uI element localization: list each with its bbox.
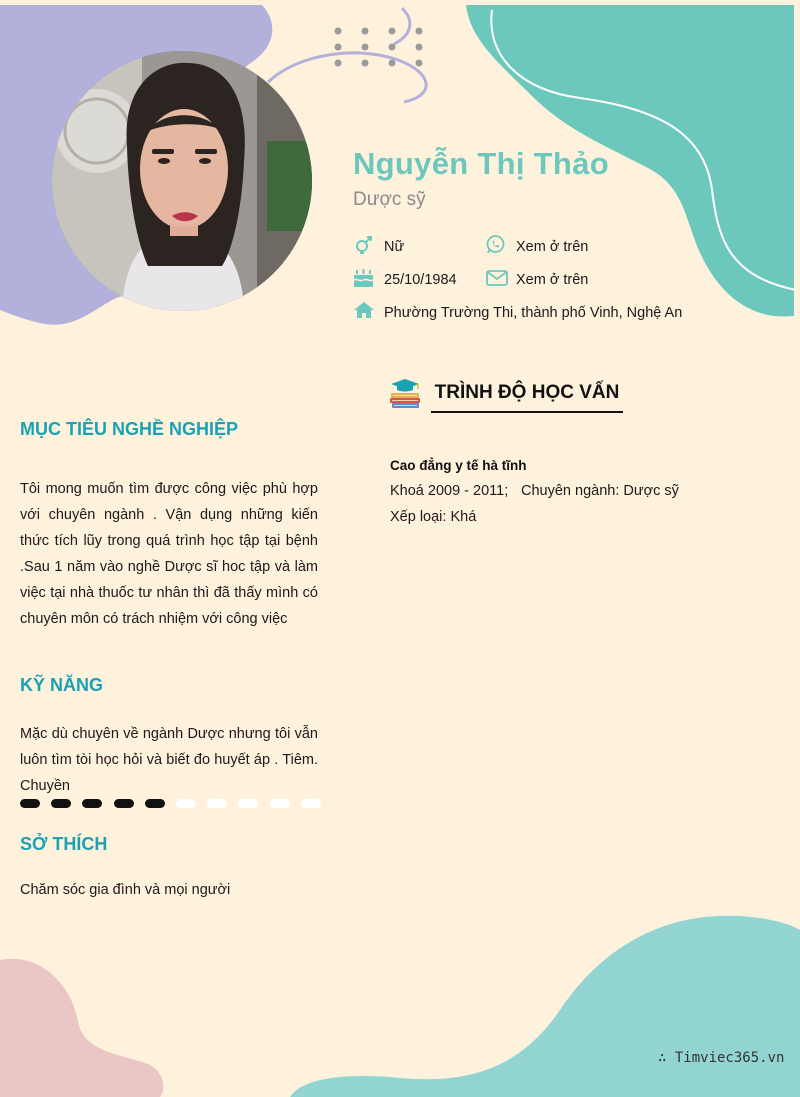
gender-value: Nữ	[384, 239, 405, 255]
objective-title: MỤC TIÊU NGHỀ NGHIỆP	[20, 419, 239, 439]
skill-dash-filled	[114, 799, 134, 808]
education-major: Chuyên ngành: Dược sỹ	[521, 483, 679, 499]
job-title: Dược sỹ	[353, 189, 426, 210]
dot-grid	[335, 28, 423, 67]
home-icon	[353, 301, 375, 319]
pink-blob	[0, 959, 163, 1097]
skill-level-bar	[20, 799, 320, 810]
light-teal-blob	[290, 916, 800, 1097]
hobbies-title: SỞ THÍCH	[20, 834, 108, 854]
email-value: Xem ở trên	[516, 272, 589, 288]
skill-dash-empty	[238, 799, 258, 808]
skills-text: Mặc dù chuyên về ngành Dược nhưng tôi vẫn luôn tìm tòi học hỏi và biết đo huyết áp . Tiêm. Chuyền	[20, 726, 318, 794]
objective-text: Tôi mong muốn tìm được công việc phù hợp với chuyên ngành . Vận dụng những kiến thức tích lũy trong quá trình học tập tại bệnh .Sau 1 năm vào nghề Dược sĩ hoc tập và làm việc tại nhà thuốc tư nhân thì đã thấy mình có chuyên môn có trách nhiệm với công việc	[20, 481, 318, 627]
education-school: Cao đẳng y tế hà tĩnh	[390, 458, 527, 473]
skill-dash-filled	[82, 799, 102, 808]
skill-dash-empty	[270, 799, 290, 808]
education-title: TRÌNH ĐỘ HỌC VẤN	[431, 382, 623, 413]
education-period: Khoá 2009 - 2011;	[390, 483, 509, 499]
birthday-value: 25/10/1984	[384, 272, 457, 288]
skill-dash-empty	[301, 799, 321, 808]
email-envelope-icon	[486, 269, 508, 287]
gender-icon	[354, 235, 374, 255]
skills-title: KỸ NĂNG	[20, 675, 104, 695]
graduation-books-icon	[388, 378, 422, 410]
education-grade: Xếp loại: Khá	[390, 509, 477, 525]
skill-dash-empty	[207, 799, 227, 808]
skill-dash-filled	[145, 799, 165, 808]
phone-value: Xem ở trên	[516, 239, 589, 255]
skill-dash-empty	[176, 799, 196, 808]
footer-watermark: ∴ Timviec365.vn	[658, 1050, 785, 1066]
hobbies-text: Chăm sóc gia đình và mọi người	[20, 882, 231, 898]
profile-photo	[52, 51, 312, 311]
address-value: Phường Trường Thi, thành phố Vinh, Nghệ An	[384, 305, 683, 321]
whatsapp-icon	[485, 234, 506, 255]
candidate-name: Nguyễn Thị Thảo	[353, 146, 609, 181]
birthday-cake-icon	[353, 267, 374, 288]
skill-dash-filled	[51, 799, 71, 808]
skill-dash-filled	[20, 799, 40, 808]
lavender-curve	[268, 53, 426, 102]
lavender-curve-2	[394, 8, 410, 44]
